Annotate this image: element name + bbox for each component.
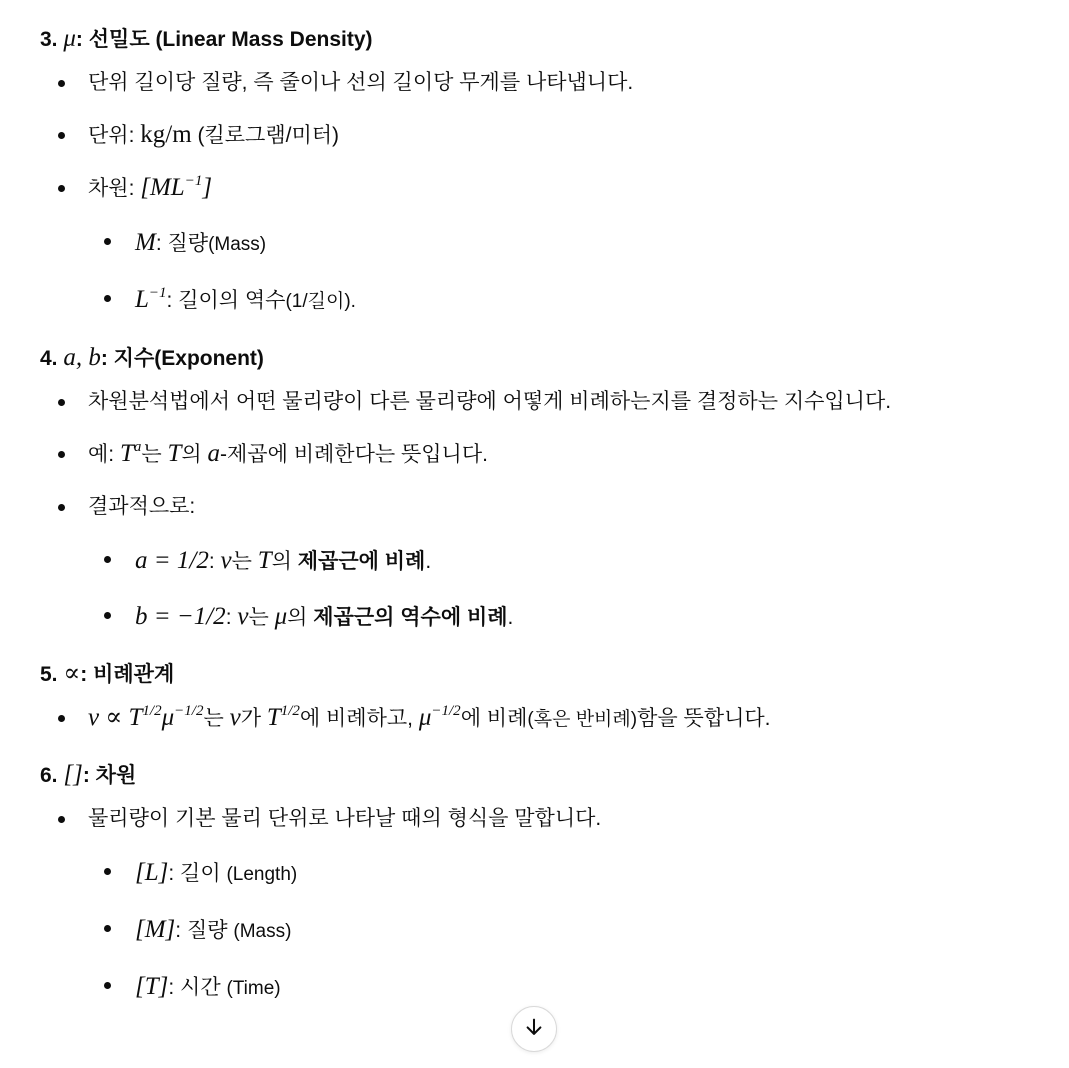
list-item: a = 1/2: v는 T의 제곱근에 비례. xyxy=(40,533,1069,589)
list-item: 단위: kg/m (킬로그램/미터) xyxy=(40,109,1069,162)
list-item: [M]: 질량 (Mass) xyxy=(40,902,1069,959)
section-4-sublist xyxy=(40,533,1069,645)
section-6-sublist xyxy=(40,845,1069,1016)
list-item: M: 질량(Mass) xyxy=(40,215,1069,272)
list-item: $v \propto T^{1/2}\mu^{-1/2}$는 v가 $T^{1/2}$에 비례하고, $\mu^{-1/2}$에 비례(혹은 반비례)함을 뜻합니다. xyxy=(40,692,1069,746)
list-item: 단위 길이당 질량, 즉 줄이나 선의 길이당 무게를 나타냅니다. xyxy=(40,57,1069,109)
list-item: 예: $T^a$는 T의 a-제곱에 비례한다는 뜻입니다. xyxy=(40,428,1069,481)
section-3-sublist xyxy=(40,215,1069,329)
mu-symbol: μ xyxy=(63,25,76,52)
list-item: b = −1/2: v는 μ의 제곱근의 역수에 비례. xyxy=(40,589,1069,645)
section-6-heading: 6. []: 차원 xyxy=(40,761,137,788)
ab-symbol: a, b xyxy=(63,344,101,371)
section-6-list xyxy=(40,793,1069,845)
list-item: 물리량이 기본 물리 단위로 나타날 때의 형식을 말합니다. xyxy=(40,793,1069,845)
list-item: 차원분석법에서 어떤 물리량이 다른 물리량에 어떻게 비례하는지를 결정하는 지수입니다. xyxy=(40,376,1069,428)
list-item: 차원: $[ML^{-1}]$ xyxy=(40,162,1069,215)
list-item: 결과적으로: xyxy=(40,481,1069,533)
list-item: [L]: 길이 (Length) xyxy=(40,845,1069,902)
section-4-heading: 4. a, b: 지수(Exponent) xyxy=(40,344,264,371)
section-5-list xyxy=(40,692,1069,746)
section-5-heading: 5. ∝: 비례관계 xyxy=(40,660,175,687)
proportional-symbol: ∝ xyxy=(63,660,81,687)
section-3-heading: 3. μ: 선밀도 (Linear Mass Density) xyxy=(40,25,373,52)
list-item: $L^{-1}$: 길이의 역수(1/길이). xyxy=(40,272,1069,329)
bracket-symbol: [] xyxy=(63,761,83,788)
list-item: [T]: 시간 (Time) xyxy=(40,959,1069,1016)
section-3-list xyxy=(40,57,1069,215)
section-4-list xyxy=(40,376,1069,533)
arrow-down-icon xyxy=(523,1016,545,1043)
scroll-to-bottom-button[interactable] xyxy=(511,1006,557,1052)
